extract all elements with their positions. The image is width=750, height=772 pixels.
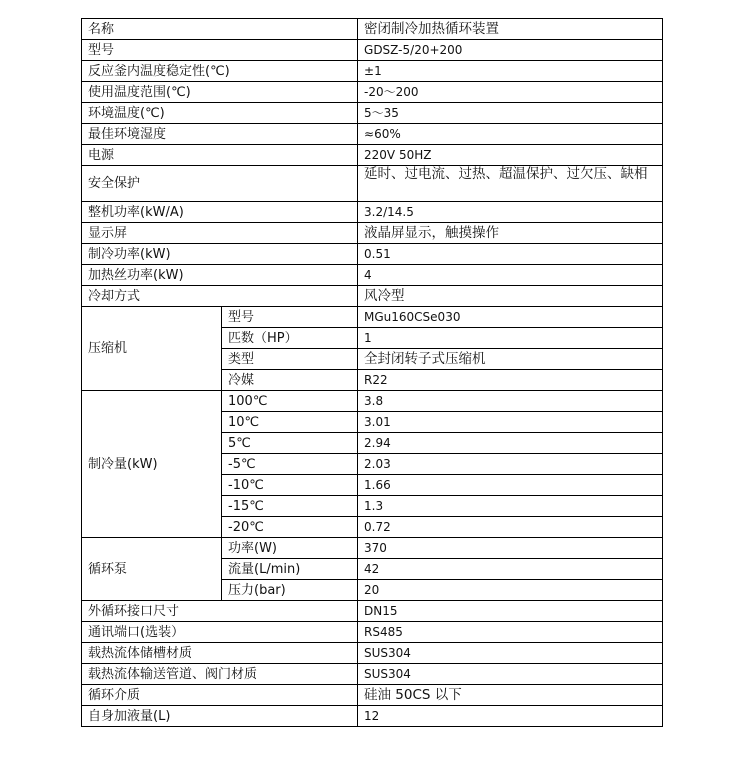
table-row [82,103,663,124]
row-value: 370 [358,538,663,559]
row-sublabel: -15℃ [222,496,358,517]
row-value: 4 [358,265,663,286]
row-value: 密闭制冷加热循环装置 [358,19,663,40]
row-value: SUS304 [358,643,663,664]
row-value: 20 [358,580,663,601]
table-row [82,685,663,706]
row-label: 循环介质 [82,685,358,706]
table-row [82,124,663,145]
table-row [82,391,663,412]
row-sublabel: 5℃ [222,433,358,454]
row-label: 整机功率(kW/A) [82,202,358,223]
row-sublabel: 压力(bar) [222,580,358,601]
row-value: 3.2/14.5 [358,202,663,223]
row-value: 220V 50HZ [358,145,663,166]
row-value: GDSZ-5/20+200 [358,40,663,61]
row-value: 延时、过电流、过热、超温保护、过欠压、缺相 [358,166,663,202]
row-value: 1.3 [358,496,663,517]
row-sublabel: 类型 [222,349,358,370]
table-row [82,61,663,82]
row-value: 42 [358,559,663,580]
table-row [82,145,663,166]
table-row [82,19,663,40]
row-sublabel: -5℃ [222,454,358,475]
row-value: 0.51 [358,244,663,265]
table-row [82,286,663,307]
table-row [82,166,663,202]
row-label: 反应釜内温度稳定性(℃) [82,61,358,82]
row-label: 电源 [82,145,358,166]
row-value: 1.66 [358,475,663,496]
row-label: 载热流体储槽材质 [82,643,358,664]
row-value: MGu160CSe030 [358,307,663,328]
row-label: 最佳环境湿度 [82,124,358,145]
row-value: 硅油 50CS 以下 [358,685,663,706]
row-value: RS485 [358,622,663,643]
row-label: 型号 [82,40,358,61]
table-row [82,538,663,559]
row-value: ≈60% [358,124,663,145]
row-value: 2.94 [358,433,663,454]
table-row [82,202,663,223]
row-sublabel: 型号 [222,307,358,328]
table-row [82,223,663,244]
row-value: 2.03 [358,454,663,475]
row-sublabel: 10℃ [222,412,358,433]
table-row [82,601,663,622]
pump-group-label: 循环泵 [82,538,222,601]
table-row [82,40,663,61]
table-row [82,82,663,103]
row-label: 冷却方式 [82,286,358,307]
table-row [82,664,663,685]
row-label: 自身加液量(L) [82,706,358,727]
row-value: 0.72 [358,517,663,538]
row-label: 制冷功率(kW) [82,244,358,265]
row-sublabel: 流量(L/min) [222,559,358,580]
row-label: 显示屏 [82,223,358,244]
row-value: 5～35 [358,103,663,124]
row-sublabel: 功率(W) [222,538,358,559]
table-row [82,307,663,328]
row-label: 载热流体输送管道、阀门材质 [82,664,358,685]
table-row [82,643,663,664]
row-label: 使用温度范围(℃) [82,82,358,103]
row-value: DN15 [358,601,663,622]
row-value: 液晶屏显示，触摸操作 [358,223,663,244]
row-sublabel: 匹数（HP） [222,328,358,349]
row-value: 3.01 [358,412,663,433]
row-label: 安全保护 [82,166,358,202]
row-label: 加热丝功率(kW) [82,265,358,286]
row-value: 1 [358,328,663,349]
row-value: SUS304 [358,664,663,685]
row-value: 风冷型 [358,286,663,307]
table-row [82,706,663,727]
row-value: ±1 [358,61,663,82]
cooling-capacity-group-label: 制冷量(kW) [82,391,222,538]
row-label: 通讯端口(选装） [82,622,358,643]
row-label: 名称 [82,19,358,40]
row-label: 外循环接口尺寸 [82,601,358,622]
compressor-group-label: 压缩机 [82,307,222,391]
table-row [82,244,663,265]
spec-table [81,18,663,727]
row-value: R22 [358,370,663,391]
row-value: 全封闭转子式压缩机 [358,349,663,370]
row-sublabel: -20℃ [222,517,358,538]
row-value: 3.8 [358,391,663,412]
table-row [82,622,663,643]
row-value: -20～200 [358,82,663,103]
row-sublabel: -10℃ [222,475,358,496]
row-sublabel: 100℃ [222,391,358,412]
row-sublabel: 冷媒 [222,370,358,391]
table-row [82,265,663,286]
row-value: 12 [358,706,663,727]
row-label: 环境温度(℃) [82,103,358,124]
